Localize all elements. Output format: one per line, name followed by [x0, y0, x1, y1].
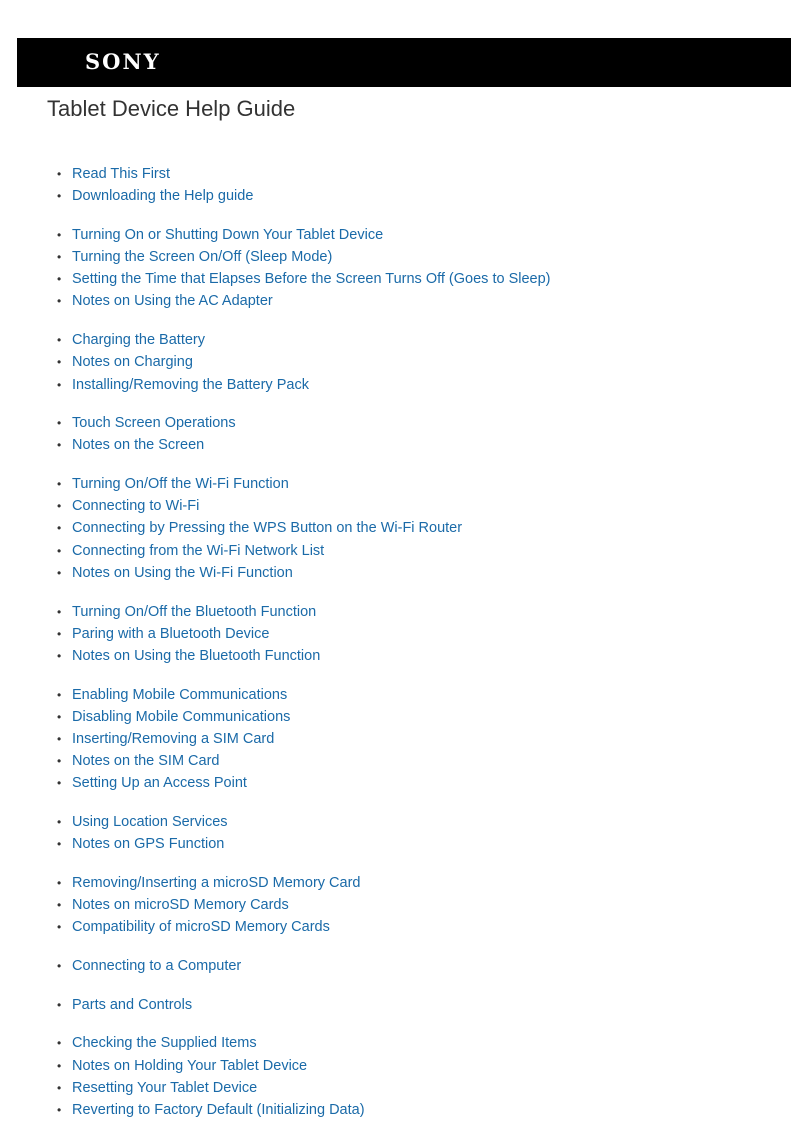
sony-logo: SONY	[85, 49, 161, 74]
bullet-icon: •	[57, 837, 62, 852]
bullet-icon: •	[57, 227, 62, 242]
toc-link[interactable]: Read This First	[72, 166, 171, 182]
header-bar	[17, 38, 791, 87]
toc-list-item	[0, 955, 808, 977]
toc-link[interactable]: Notes on the Screen	[72, 437, 205, 454]
bullet-icon: •	[57, 377, 62, 392]
toc-list-item	[0, 268, 808, 290]
bullet-icon: •	[57, 1058, 62, 1073]
toc-link[interactable]: Notes on Charging	[72, 354, 193, 371]
toc-group	[0, 601, 808, 668]
bullet-icon: •	[57, 687, 62, 702]
bullet-icon: •	[57, 958, 62, 973]
bullet-icon: •	[57, 416, 62, 431]
toc-list-item	[0, 434, 808, 456]
toc-link[interactable]: Notes on microSD Memory Cards	[72, 897, 289, 914]
toc-list-item	[0, 224, 808, 246]
toc-list-item	[0, 1032, 808, 1054]
bullet-icon: •	[57, 1102, 62, 1117]
toc-list-item	[0, 684, 808, 706]
toc-list-item	[0, 872, 808, 894]
toc-list-item	[0, 706, 808, 728]
toc-group	[0, 224, 808, 313]
toc-list-item	[0, 246, 808, 268]
toc-link[interactable]: Enabling Mobile Communications	[72, 686, 288, 703]
bullet-icon: •	[57, 543, 62, 558]
toc-link[interactable]: Resetting Your Tablet Device	[72, 1079, 258, 1096]
toc-list-item	[0, 750, 808, 772]
toc-link[interactable]: Connecting to a Computer	[72, 957, 242, 974]
toc-list-item	[0, 994, 808, 1016]
toc-list-item	[0, 1055, 808, 1077]
toc-link[interactable]: Notes on Holding Your Tablet Device	[72, 1057, 308, 1074]
bullet-icon: •	[57, 1080, 62, 1095]
toc-list-item	[0, 1099, 808, 1121]
page-title: Tablet Device Help Guide	[47, 96, 296, 121]
bullet-icon: •	[57, 731, 62, 746]
toc-group	[0, 811, 808, 855]
toc-link[interactable]: Connecting from the Wi-Fi Network List	[72, 542, 325, 559]
toc-group	[0, 994, 808, 1016]
toc-link[interactable]: Turning On/Off the Bluetooth Function	[72, 603, 317, 620]
toc-group	[0, 955, 808, 977]
toc-link[interactable]: Setting the Time that Elapses Before the Screen Turns Off (Goes to Sleep)	[72, 271, 551, 288]
toc-link[interactable]: Removing/Inserting a microSD Memory Card	[72, 874, 361, 891]
toc-list-item	[0, 562, 808, 584]
table-of-contents	[0, 163, 808, 1138]
bullet-icon: •	[57, 355, 62, 370]
toc-list-item	[0, 601, 808, 623]
toc-link[interactable]: Parts and Controls	[72, 996, 193, 1013]
bullet-icon: •	[57, 294, 62, 309]
toc-link[interactable]: Notes on Using the AC Adapter	[72, 293, 273, 310]
toc-group	[0, 473, 808, 584]
toc-list-item	[0, 1077, 808, 1099]
bullet-icon: •	[57, 754, 62, 769]
toc-list-item	[0, 517, 808, 539]
toc-group	[0, 684, 808, 795]
bullet-icon: •	[57, 709, 62, 724]
toc-link[interactable]: Notes on GPS Function	[72, 836, 225, 853]
bullet-icon: •	[57, 604, 62, 619]
toc-link[interactable]: Installing/Removing the Battery Pack	[72, 376, 309, 393]
bullet-icon: •	[57, 648, 62, 663]
bullet-icon: •	[57, 438, 62, 453]
toc-list-item	[0, 916, 808, 938]
toc-link[interactable]: Notes on Using the Wi-Fi Function	[72, 564, 293, 581]
toc-link[interactable]: Notes on Using the Bluetooth Function	[72, 647, 321, 664]
toc-link[interactable]: Connecting by Pressing the WPS Button on the Wi-Fi Router	[72, 520, 463, 537]
toc-list-item	[0, 772, 808, 794]
bullet-icon: •	[57, 997, 62, 1012]
toc-list-item	[0, 728, 808, 750]
bullet-icon: •	[57, 477, 62, 492]
bullet-icon: •	[57, 272, 62, 287]
toc-link[interactable]: Notes on the SIM Card	[72, 753, 220, 770]
bullet-icon: •	[57, 815, 62, 829]
toc-link[interactable]: Connecting to Wi-Fi	[72, 498, 200, 515]
toc-link[interactable]: Turning On or Shutting Down Your Tablet Device	[72, 226, 384, 243]
toc-link[interactable]: Setting Up an Access Point	[72, 775, 247, 792]
bullet-icon: •	[57, 521, 62, 536]
bullet-icon: •	[57, 626, 62, 641]
toc-list-item	[0, 495, 808, 517]
toc-link[interactable]: Disabling Mobile Communications	[72, 708, 291, 725]
bullet-icon: •	[57, 920, 62, 935]
toc-list-item	[0, 623, 808, 645]
bullet-icon: •	[57, 776, 62, 791]
toc-link[interactable]: Inserting/Removing a SIM Card	[72, 730, 275, 747]
toc-group	[0, 872, 808, 939]
bullet-icon: •	[57, 333, 62, 348]
bullet-icon: •	[57, 499, 62, 514]
bullet-icon: •	[57, 189, 62, 204]
toc-list-item	[0, 833, 808, 855]
toc-link[interactable]: Turning the Screen On/Off (Sleep Mode)	[72, 249, 333, 266]
toc-list-item	[0, 811, 808, 833]
toc-link[interactable]: Charging the Battery	[72, 332, 205, 349]
bullet-icon: •	[57, 167, 62, 181]
bullet-icon: •	[57, 250, 62, 265]
toc-group	[0, 163, 808, 207]
toc-list-item	[0, 351, 808, 373]
bullet-icon: •	[57, 898, 62, 913]
toc-list-item	[0, 185, 808, 207]
toc-list-item	[0, 473, 808, 495]
toc-list-item	[0, 540, 808, 562]
toc-link[interactable]: Using Location Services	[72, 814, 228, 830]
toc-list-item	[0, 329, 808, 351]
bullet-icon: •	[57, 1036, 62, 1051]
toc-list-item	[0, 374, 808, 396]
toc-link[interactable]: Checking the Supplied Items	[72, 1035, 257, 1052]
toc-link[interactable]: Compatibility of microSD Memory Cards	[72, 919, 330, 936]
toc-group	[0, 1032, 808, 1121]
bullet-icon: •	[57, 565, 62, 580]
toc-link[interactable]: Touch Screen Operations	[72, 415, 236, 432]
toc-link[interactable]: Downloading the Help guide	[72, 188, 254, 205]
toc-list-item	[0, 290, 808, 312]
toc-link[interactable]: Paring with a Bluetooth Device	[72, 625, 270, 642]
toc-list-item	[0, 412, 808, 434]
toc-group	[0, 412, 808, 456]
toc-list-item	[0, 163, 808, 185]
bullet-icon: •	[57, 875, 62, 890]
toc-list-item	[0, 645, 808, 667]
toc-link[interactable]: Turning On/Off the Wi-Fi Function	[72, 476, 289, 493]
toc-list-item	[0, 894, 808, 916]
toc-group	[0, 329, 808, 396]
toc-link[interactable]: Reverting to Factory Default (Initializing Data)	[72, 1101, 365, 1118]
